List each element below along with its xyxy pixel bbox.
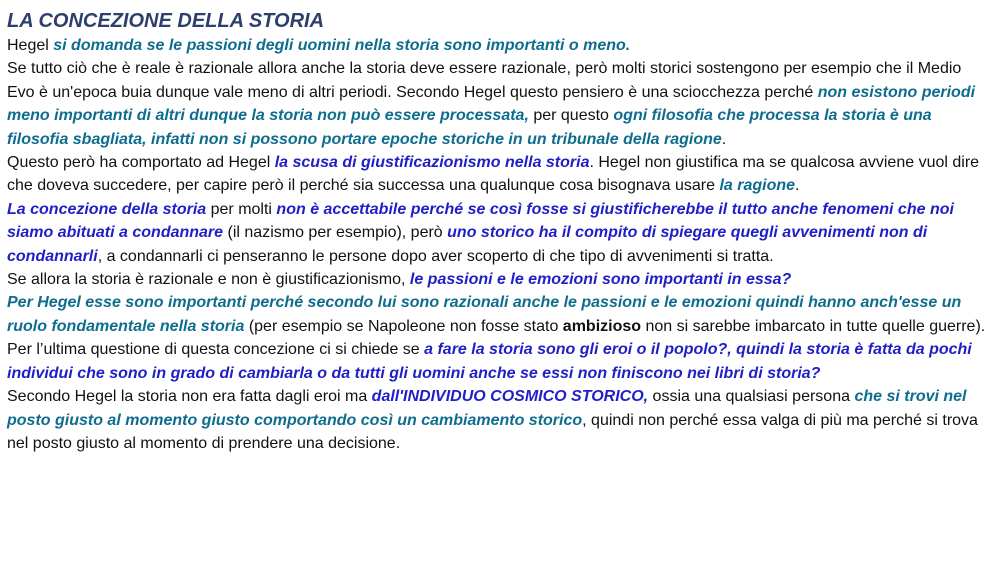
text-segment: Per l’ultima questione di questa concezione ci si chiede se: [7, 341, 425, 359]
text-segment: (il nazismo per esempio), però: [223, 224, 448, 242]
text-segment: Se allora la storia è razionale e non è giustificazionismo,: [7, 271, 410, 289]
highlighted-text-segment: Per Hegel esse sono importanti perché secondo lui sono razionali anche le passioni e le emozioni quindi hanno anch'esse un ruolo fondamentale nella storia: [7, 294, 962, 335]
text-segment: . Hegel non giustifica ma se qualcosa avviene vuol dire che doveva succedere, per capire però il perché sia successa una qualunque cosa bisognava usare: [7, 154, 980, 195]
page-title: LA CONCEZIONE DELLA STORIA: [7, 10, 325, 32]
paragraph-8: [7, 385, 991, 455]
text-segment: Secondo Hegel la storia non era fatta dagli eroi ma: [7, 388, 372, 406]
text-segment: ossia una qualsiasi persona: [648, 388, 855, 406]
paragraph-1: [7, 34, 991, 57]
highlighted-text-segment: a fare la storia sono gli eroi o il popolo?, quindi la storia è fatta da pochi individui che sono in grado di cambiarla o da tutti gli uomini anche se essi non finiscono nei libri di storia?: [7, 341, 972, 382]
text-segment: .: [721, 130, 727, 148]
text-segment: Hegel: [7, 37, 54, 54]
text-segment: non si sarebbe imbarcato in tutte quelle guerre).: [641, 317, 986, 335]
highlighted-text-segment: non esistono periodi meno importanti di altri dunque la storia non può essere processata,: [7, 83, 976, 125]
text-segment: , a condannarli ci penseranno le persone dopo aver scoperto di che tipo di avvenimenti si tratta.: [97, 247, 774, 265]
paragraph-7: [7, 338, 991, 385]
paragraph-6: [7, 291, 991, 338]
document-body: [7, 8, 991, 455]
text-segment: Se tutto ciò che è reale è razionale allora anche la storia deve essere razionale, però molti storici sostengono per esempio che il Medio Evo è un'epoca buia dunque vale meno di altri periodi. Secondo Hegel questo pensiero è una sciocchezza perché: [7, 60, 962, 101]
paragraph-4: [7, 198, 991, 268]
highlighted-text-segment: ambizioso: [562, 317, 642, 335]
highlighted-text-segment: La concezione della storia: [7, 200, 207, 218]
highlighted-text-segment: non è accettabile perché se così fosse si giustificherebbe il tutto anche fenomeni che noi siamo abituati a condannare: [7, 200, 954, 242]
text-segment: (per esempio se Napoleone non fosse stato: [244, 317, 563, 335]
paragraph-2: [7, 57, 991, 151]
highlighted-text-segment: si domanda se le passioni degli uomini nella storia sono importanti o meno.: [53, 37, 631, 54]
text-segment: per molti: [206, 200, 277, 218]
highlighted-text-segment: ogni filosofia che processa la storia è una filosofia sbagliata, infatti non si possono portare epoche storiche in un tribunale della ragione: [7, 107, 932, 148]
text-segment: Questo però ha comportato ad Hegel: [7, 154, 275, 172]
text-segment: per questo: [528, 107, 614, 125]
text-segment: , quindi non perché essa valga di più ma perché si trova nel posto giusto al momento di prendere una decisione.: [7, 411, 978, 452]
highlighted-text-segment: dall'INDIVIDUO COSMICO STORICO,: [371, 388, 649, 406]
highlighted-text-segment: che si trovi nel posto giusto al momento giusto comportando così un cambiamento storico: [7, 388, 967, 429]
highlighted-text-segment: la ragione: [719, 177, 796, 195]
highlighted-text-segment: la scusa di giustificazionismo nella storia: [274, 154, 590, 172]
paragraph-3: [7, 151, 991, 198]
paragraph-5: [7, 268, 991, 291]
highlighted-text-segment: uno storico ha il compito di spiegare quegli avvenimenti non di condannarli: [7, 224, 928, 265]
text-segment: .: [795, 177, 800, 195]
highlighted-text-segment: le passioni e le emozioni sono importanti in essa?: [409, 271, 792, 289]
paragraph-list: [7, 34, 991, 455]
